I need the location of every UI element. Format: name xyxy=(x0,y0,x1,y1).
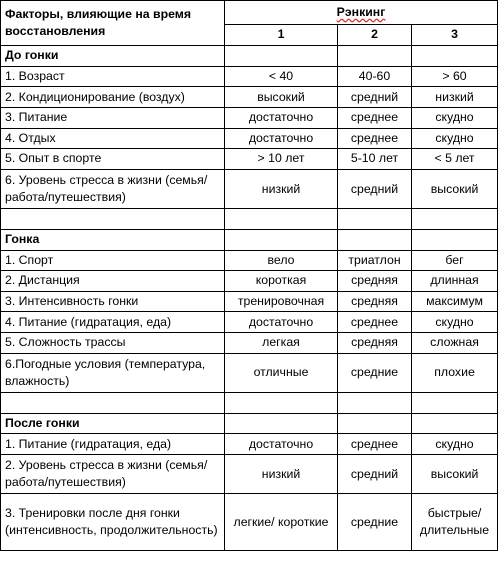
rank-3-value: быстрые/ длительные xyxy=(412,494,498,551)
factor-label: 1. Питание (гидратация, еда) xyxy=(1,434,225,455)
rank-1-value: отличные xyxy=(225,353,338,393)
factor-label: 1. Спорт xyxy=(1,250,225,271)
table-row xyxy=(1,332,498,353)
section-title-post-race: После гонки xyxy=(1,413,225,434)
rank-2-value: 5-10 лет xyxy=(338,149,412,170)
rank-2-value: средний xyxy=(338,169,412,209)
empty-cell xyxy=(225,229,338,250)
rank-3-value: > 60 xyxy=(412,66,498,87)
rank-1-value: > 10 лет xyxy=(225,149,338,170)
rank-1-value: низкий xyxy=(225,169,338,209)
rank-3-value: высокий xyxy=(412,169,498,209)
empty-cell xyxy=(412,46,498,67)
factor-label: 2. Кондиционирование (воздух) xyxy=(1,87,225,108)
table-row xyxy=(1,87,498,108)
table-row xyxy=(1,149,498,170)
empty-cell xyxy=(412,209,498,230)
factor-label: 3. Интенсивность гонки xyxy=(1,291,225,312)
factor-label: 3. Питание xyxy=(1,107,225,128)
empty-cell xyxy=(338,413,412,434)
rank-1-value: низкий xyxy=(225,454,338,494)
rank-3-value: скудно xyxy=(412,434,498,455)
rank-3-value: высокий xyxy=(412,454,498,494)
section-row xyxy=(1,229,498,250)
table-row xyxy=(1,434,498,455)
rank-number-1: 1 xyxy=(225,24,338,46)
spacer-row xyxy=(1,393,498,414)
table-row xyxy=(1,312,498,333)
rank-2-value: средние xyxy=(338,494,412,551)
empty-cell xyxy=(412,229,498,250)
empty-cell xyxy=(225,393,338,414)
empty-cell xyxy=(412,393,498,414)
empty-cell xyxy=(338,393,412,414)
table-row xyxy=(1,128,498,149)
rank-2-value: триатлон xyxy=(338,250,412,271)
rank-3-value: < 5 лет xyxy=(412,149,498,170)
table-row xyxy=(1,353,498,393)
ranking-header-label: Рэнкинг xyxy=(336,4,386,19)
factor-label: 2. Уровень стресса в жизни (семья/работа/путешествия) xyxy=(1,454,225,494)
rank-2-value: средняя xyxy=(338,291,412,312)
factor-label: 3. Тренировки после дня гонки (интенсивность, продолжительность) xyxy=(1,494,225,551)
factor-label: 6.Погодные условия (температура, влажность) xyxy=(1,353,225,393)
rank-3-value: плохие xyxy=(412,353,498,393)
rank-1-value: достаточно xyxy=(225,434,338,455)
table-row xyxy=(1,494,498,551)
spacer-row xyxy=(1,209,498,230)
rank-2-value: средняя xyxy=(338,271,412,292)
table-row xyxy=(1,271,498,292)
factor-column-header: Факторы, влияющие на время восстановления xyxy=(1,1,225,46)
rank-1-value: вело xyxy=(225,250,338,271)
rank-3-value: сложная xyxy=(412,332,498,353)
rank-3-value: скудно xyxy=(412,128,498,149)
table-row xyxy=(1,291,498,312)
section-row xyxy=(1,46,498,67)
rank-1-value: высокий xyxy=(225,87,338,108)
rank-1-value: достаточно xyxy=(225,312,338,333)
rank-2-value: 40-60 xyxy=(338,66,412,87)
rank-2-value: средний xyxy=(338,454,412,494)
rank-2-value: среднее xyxy=(338,128,412,149)
rank-2-value: среднее xyxy=(338,434,412,455)
header-row xyxy=(1,1,498,25)
rank-3-value: низкий xyxy=(412,87,498,108)
factor-label: 5. Сложность трассы xyxy=(1,332,225,353)
empty-cell xyxy=(338,46,412,67)
table-row xyxy=(1,250,498,271)
rank-2-value: средние xyxy=(338,353,412,393)
rank-3-value: длинная xyxy=(412,271,498,292)
rank-2-value: средняя xyxy=(338,332,412,353)
empty-cell xyxy=(338,209,412,230)
section-title-pre-race: До гонки xyxy=(1,46,225,67)
rank-1-value: достаточно xyxy=(225,128,338,149)
rank-1-value: < 40 xyxy=(225,66,338,87)
empty-cell xyxy=(1,393,225,414)
factor-label: 5. Опыт в спорте xyxy=(1,149,225,170)
empty-cell xyxy=(412,413,498,434)
empty-cell xyxy=(225,209,338,230)
factor-label: 2. Дистанция xyxy=(1,271,225,292)
rank-1-value: достаточно xyxy=(225,107,338,128)
rank-2-value: среднее xyxy=(338,312,412,333)
empty-cell xyxy=(225,46,338,67)
factor-label: 6. Уровень стресса в жизни (семья/работа/путешествия) xyxy=(1,169,225,209)
table-row xyxy=(1,454,498,494)
rank-3-value: бег xyxy=(412,250,498,271)
rank-number-2: 2 xyxy=(338,24,412,46)
rank-2-value: среднее xyxy=(338,107,412,128)
empty-cell xyxy=(225,413,338,434)
rank-1-value: легкая xyxy=(225,332,338,353)
factor-label: 4. Отдых xyxy=(1,128,225,149)
rank-1-value: короткая xyxy=(225,271,338,292)
rank-2-value: средний xyxy=(338,87,412,108)
factor-label: 4. Питание (гидратация, еда) xyxy=(1,312,225,333)
empty-cell xyxy=(338,229,412,250)
section-row xyxy=(1,413,498,434)
factor-label: 1. Возраст xyxy=(1,66,225,87)
table-row xyxy=(1,169,498,209)
rank-3-value: максимум xyxy=(412,291,498,312)
rank-1-value: легкие/ короткие xyxy=(225,494,338,551)
empty-cell xyxy=(1,209,225,230)
section-title-race: Гонка xyxy=(1,229,225,250)
table-row xyxy=(1,66,498,87)
rank-3-value: скудно xyxy=(412,107,498,128)
rank-3-value: скудно xyxy=(412,312,498,333)
rank-number-3: 3 xyxy=(412,24,498,46)
table-row xyxy=(1,107,498,128)
rank-1-value: тренировочная xyxy=(225,291,338,312)
ranking-header xyxy=(225,1,498,25)
